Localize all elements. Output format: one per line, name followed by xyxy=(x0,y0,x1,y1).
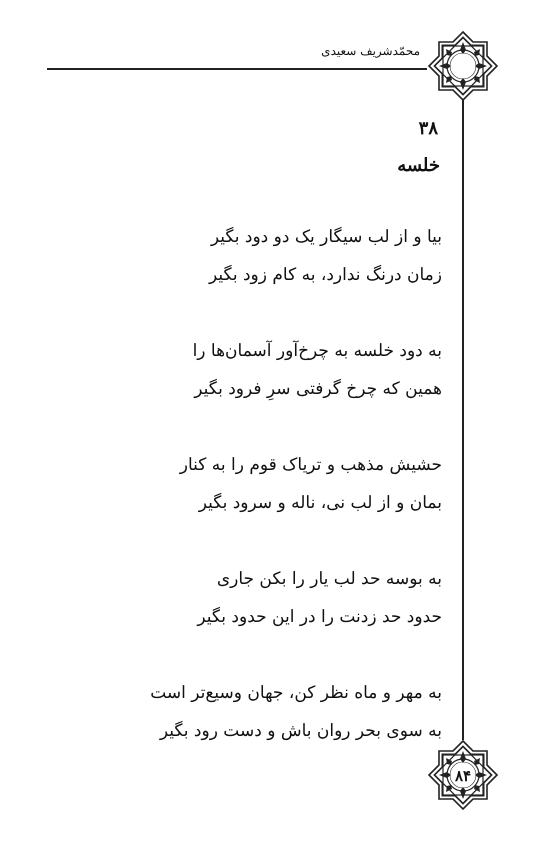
stanza-5 xyxy=(122,674,442,750)
verse-line: همین که چرخ گرفتی سرِ فرود بگیر xyxy=(194,379,442,399)
poem-body xyxy=(122,218,442,788)
verse-line: زمان درنگ ندارد، به کام زود بگیر xyxy=(208,265,442,285)
verse-line: به دود خلسه به چرخ‌آور آسمان‌ها را xyxy=(192,341,442,361)
stanza-1 xyxy=(122,218,442,294)
poem-number: ۳۸ xyxy=(418,118,438,139)
running-header-author: محمّدشریف سعیدی xyxy=(321,44,420,58)
poem-title: خلسه xyxy=(397,155,440,176)
stanza-2 xyxy=(122,332,442,408)
page-number: ۸۴ xyxy=(454,767,472,785)
ornament-top-icon xyxy=(427,30,499,102)
verse-line: به سوی بحر روان باش و دست رود بگیر xyxy=(159,721,442,741)
verse-line: به بوسه حد لب یار را بکن جاری xyxy=(216,569,442,589)
verse-line: بمان و از لب نی، ناله و سرود بگیر xyxy=(198,493,442,513)
stanza-4 xyxy=(122,560,442,636)
verse-line: بیا و از لب سیگار یک دو دود بگیر xyxy=(210,227,442,247)
verse-line: حشیش مذهب و تریاک قوم را به کنار xyxy=(179,455,442,475)
header-rule xyxy=(47,68,427,70)
margin-rule xyxy=(462,100,464,740)
verse-line: به مهر و ماه نظر کن، جهان وسیع‌تر است xyxy=(150,683,442,703)
stanza-3 xyxy=(122,446,442,522)
verse-line: حدود حد زدنت را در این حدود بگیر xyxy=(197,607,442,627)
